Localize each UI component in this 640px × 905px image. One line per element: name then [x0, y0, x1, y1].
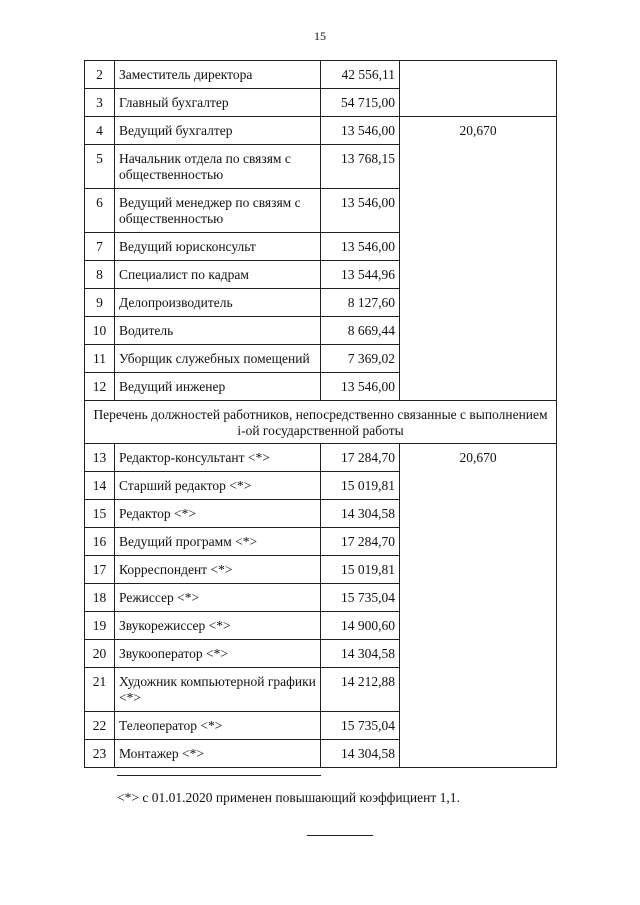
position-title: Художник компьютерной графики <*>	[115, 668, 321, 712]
salary-amount: 42 556,11	[321, 61, 400, 89]
position-title: Специалист по кадрам	[115, 261, 321, 289]
row-number: 23	[85, 740, 115, 768]
position-title: Ведущий бухгалтер	[115, 117, 321, 145]
salary-amount: 54 715,00	[321, 89, 400, 117]
position-title: Корреспондент <*>	[115, 556, 321, 584]
position-title: Звукооператор <*>	[115, 640, 321, 668]
row-number: 3	[85, 89, 115, 117]
row-number: 13	[85, 444, 115, 472]
table-row	[85, 61, 557, 89]
position-title: Старший редактор <*>	[115, 472, 321, 500]
salary-amount: 14 304,58	[321, 740, 400, 768]
salary-amount: 17 284,70	[321, 528, 400, 556]
salary-amount: 7 369,02	[321, 345, 400, 373]
position-title: Монтажер <*>	[115, 740, 321, 768]
table-row	[85, 117, 557, 145]
salary-table	[84, 60, 557, 768]
salary-amount: 13 546,00	[321, 233, 400, 261]
table-row	[85, 444, 557, 472]
row-number: 15	[85, 500, 115, 528]
row-number: 14	[85, 472, 115, 500]
row-number: 19	[85, 612, 115, 640]
row-number: 8	[85, 261, 115, 289]
position-title: Делопроизводитель	[115, 289, 321, 317]
salary-amount: 8 127,60	[321, 289, 400, 317]
position-title: Главный бухгалтер	[115, 89, 321, 117]
position-title: Уборщик служебных помещений	[115, 345, 321, 373]
position-title: Ведущий инженер	[115, 373, 321, 401]
position-title: Телеоператор <*>	[115, 712, 321, 740]
salary-amount: 15 019,81	[321, 556, 400, 584]
row-number: 11	[85, 345, 115, 373]
salary-amount: 15 735,04	[321, 712, 400, 740]
position-title: Звукорежиссер <*>	[115, 612, 321, 640]
row-number: 6	[85, 189, 115, 233]
row-number: 20	[85, 640, 115, 668]
position-title: Редактор <*>	[115, 500, 321, 528]
row-number: 4	[85, 117, 115, 145]
row-number: 7	[85, 233, 115, 261]
footnote-divider	[117, 775, 321, 776]
salary-amount: 13 544,96	[321, 261, 400, 289]
position-title: Ведущий менеджер по связям с общественностью	[115, 189, 321, 233]
row-number: 22	[85, 712, 115, 740]
salary-amount: 8 669,44	[321, 317, 400, 345]
end-divider	[307, 835, 373, 836]
salary-amount: 15 735,04	[321, 584, 400, 612]
row-number: 17	[85, 556, 115, 584]
coefficient-value: 20,670	[400, 444, 557, 768]
salary-amount: 15 019,81	[321, 472, 400, 500]
position-title: Начальник отдела по связям с общественностью	[115, 145, 321, 189]
section-header-row	[85, 401, 557, 444]
coefficient-value: 20,670	[400, 117, 557, 401]
salary-amount: 14 212,88	[321, 668, 400, 712]
row-number: 16	[85, 528, 115, 556]
position-title: Редактор-консультант <*>	[115, 444, 321, 472]
salary-amount: 14 304,58	[321, 640, 400, 668]
salary-amount: 14 900,60	[321, 612, 400, 640]
salary-amount: 13 546,00	[321, 373, 400, 401]
row-number: 9	[85, 289, 115, 317]
coefficient-cell-empty	[400, 61, 557, 117]
row-number: 21	[85, 668, 115, 712]
position-title: Ведущий юрисконсульт	[115, 233, 321, 261]
footnote: <*> с 01.01.2020 применен повышающий коэффициент 1,1.	[117, 790, 460, 805]
salary-amount: 13 546,00	[321, 189, 400, 233]
row-number: 2	[85, 61, 115, 89]
position-title: Водитель	[115, 317, 321, 345]
salary-amount: 13 546,00	[321, 117, 400, 145]
row-number: 12	[85, 373, 115, 401]
page-number: 15	[314, 29, 326, 43]
salary-amount: 13 768,15	[321, 145, 400, 189]
row-number: 18	[85, 584, 115, 612]
position-title: Ведущий программ <*>	[115, 528, 321, 556]
position-title: Заместитель директора	[115, 61, 321, 89]
salary-amount: 17 284,70	[321, 444, 400, 472]
salary-amount: 14 304,58	[321, 500, 400, 528]
position-title: Режиссер <*>	[115, 584, 321, 612]
section-header: Перечень должностей работников, непосредственно связанные с выполнением i-ой государственной работы	[85, 401, 557, 444]
row-number: 10	[85, 317, 115, 345]
row-number: 5	[85, 145, 115, 189]
